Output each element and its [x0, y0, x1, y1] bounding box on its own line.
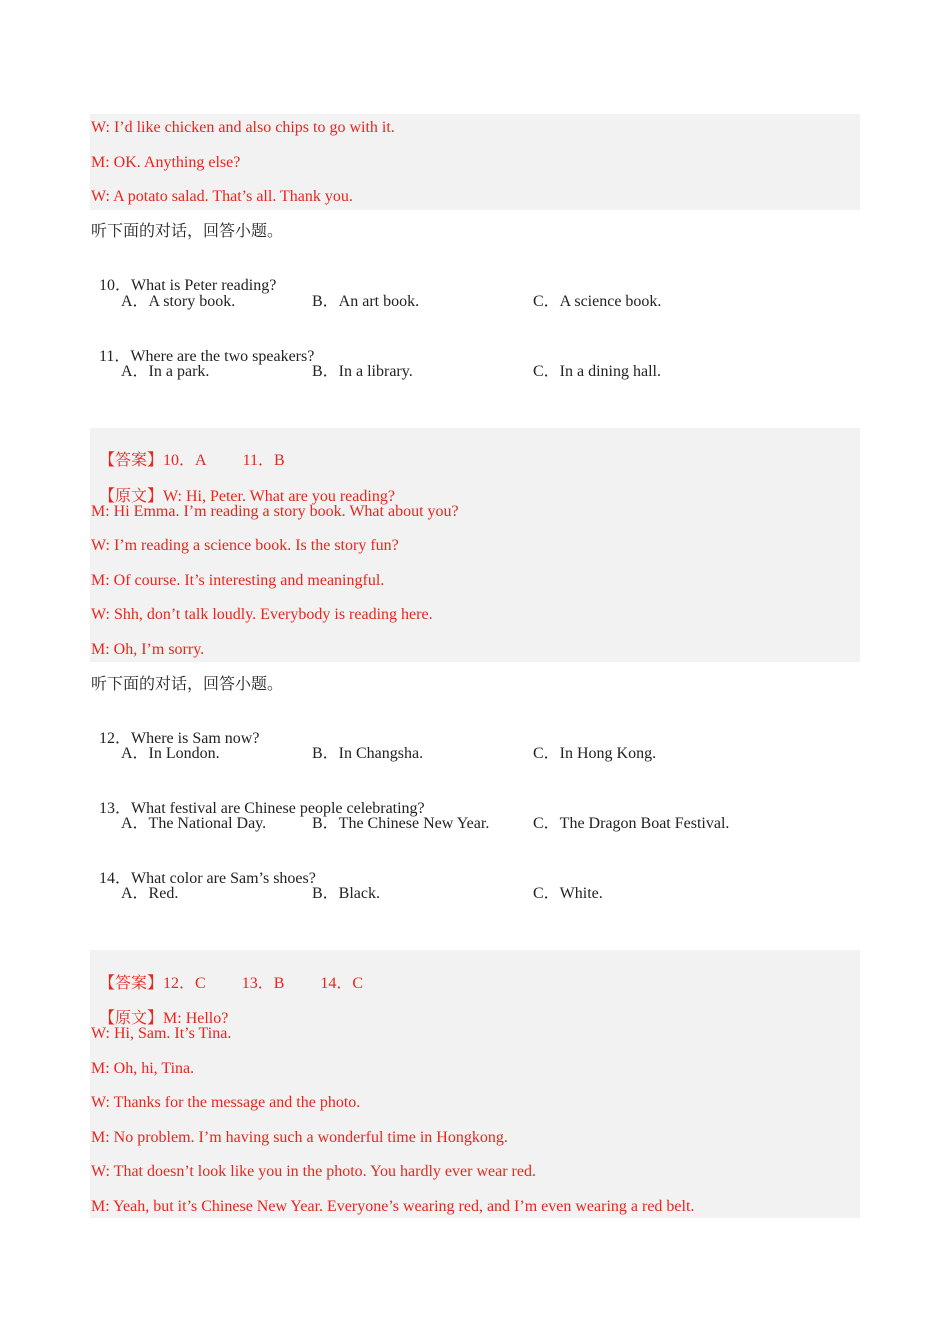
script-text: W: Hi, Peter. What are you reading? [163, 488, 395, 505]
question-number: 11． [99, 348, 131, 365]
answer-item: 14．C [320, 975, 364, 992]
instruction: 听下面的对话，回答小题。 [91, 223, 284, 240]
question-number: 13． [99, 800, 132, 817]
option-a: A．Red. [121, 885, 179, 902]
option-b: B．In Changsha. [312, 745, 424, 762]
question-text: Where is Sam now? [131, 730, 260, 747]
script-line: W: Shh, don’t talk loudly. Everybody is reading here. [91, 606, 433, 623]
answer-tag: 【答案】 [99, 452, 164, 469]
script-line: W: I’m reading a science book. Is the story fun? [91, 537, 399, 554]
script-text: M: Hello? [163, 1010, 229, 1027]
answer-tag: 【答案】 [99, 975, 164, 992]
answer-line [91, 954, 363, 994]
answer-item: 12．C [163, 975, 206, 992]
question-11 [91, 327, 314, 367]
option-b: B．An art book. [312, 293, 420, 310]
question-14 [91, 849, 316, 889]
option-c: C．White. [533, 885, 603, 902]
question-12 [91, 709, 259, 749]
option-b: B．Black. [312, 885, 380, 902]
script-line: W: Hi, Sam. It’s Tina. [91, 1025, 232, 1042]
answer-item: 10．A [163, 452, 207, 469]
script-line: M: No problem. I’m having such a wonderful time in Hongkong. [91, 1129, 508, 1146]
script-line: M: Of course. It’s interesting and meaningful. [91, 572, 385, 589]
option-a: A．A story book. [121, 293, 236, 310]
answer-item: 13．B [241, 975, 285, 992]
script-line: M: Hi Emma. I’m reading a story book. What about you? [91, 503, 459, 520]
question-text: What festival are Chinese people celebrating? [131, 800, 425, 817]
answer-item: 11．B [242, 452, 285, 469]
option-c: C．A science book. [533, 293, 662, 310]
instruction: 听下面的对话，回答小题。 [91, 676, 284, 693]
question-number: 12． [99, 730, 132, 747]
script-tag: 【原文】 [99, 1010, 164, 1027]
question-number: 14． [99, 870, 132, 887]
script-line: W: Thanks for the message and the photo. [91, 1094, 361, 1111]
script-line: M: Oh, hi, Tina. [91, 1060, 195, 1077]
option-b: B．The Chinese New Year. [312, 815, 490, 832]
script-first-line [91, 467, 395, 507]
option-c: C．In Hong Kong. [533, 745, 657, 762]
option-c: C．The Dragon Boat Festival. [533, 815, 730, 832]
dialogue-line: W: A potato salad. That’s all. Thank you. [91, 188, 353, 205]
script-line: M: Oh, I’m sorry. [91, 641, 205, 658]
question-13 [91, 779, 425, 819]
question-text: What color are Sam’s shoes? [131, 870, 316, 887]
question-10 [91, 256, 276, 296]
option-a: A．In London. [121, 745, 220, 762]
script-line: M: Yeah, but it’s Chinese New Year. Everyone’s wearing red, and I’m even wearing a red belt. [91, 1198, 695, 1215]
option-a: A．In a park. [121, 363, 210, 380]
script-tag: 【原文】 [99, 488, 164, 505]
question-text: What is Peter reading? [131, 277, 277, 294]
question-text: Where are the two speakers? [130, 348, 315, 365]
answer-line [91, 431, 285, 471]
option-c: C．In a dining hall. [533, 363, 661, 380]
dialogue-line: W: I’d like chicken and also chips to go with it. [91, 119, 395, 136]
script-first-line [91, 989, 228, 1029]
option-b: B．In a library. [312, 363, 413, 380]
option-a: A．The National Day. [121, 815, 267, 832]
script-line: W: That doesn’t look like you in the photo. You hardly ever wear red. [91, 1163, 536, 1180]
question-number: 10． [99, 277, 132, 294]
dialogue-line: M: OK. Anything else? [91, 154, 241, 171]
